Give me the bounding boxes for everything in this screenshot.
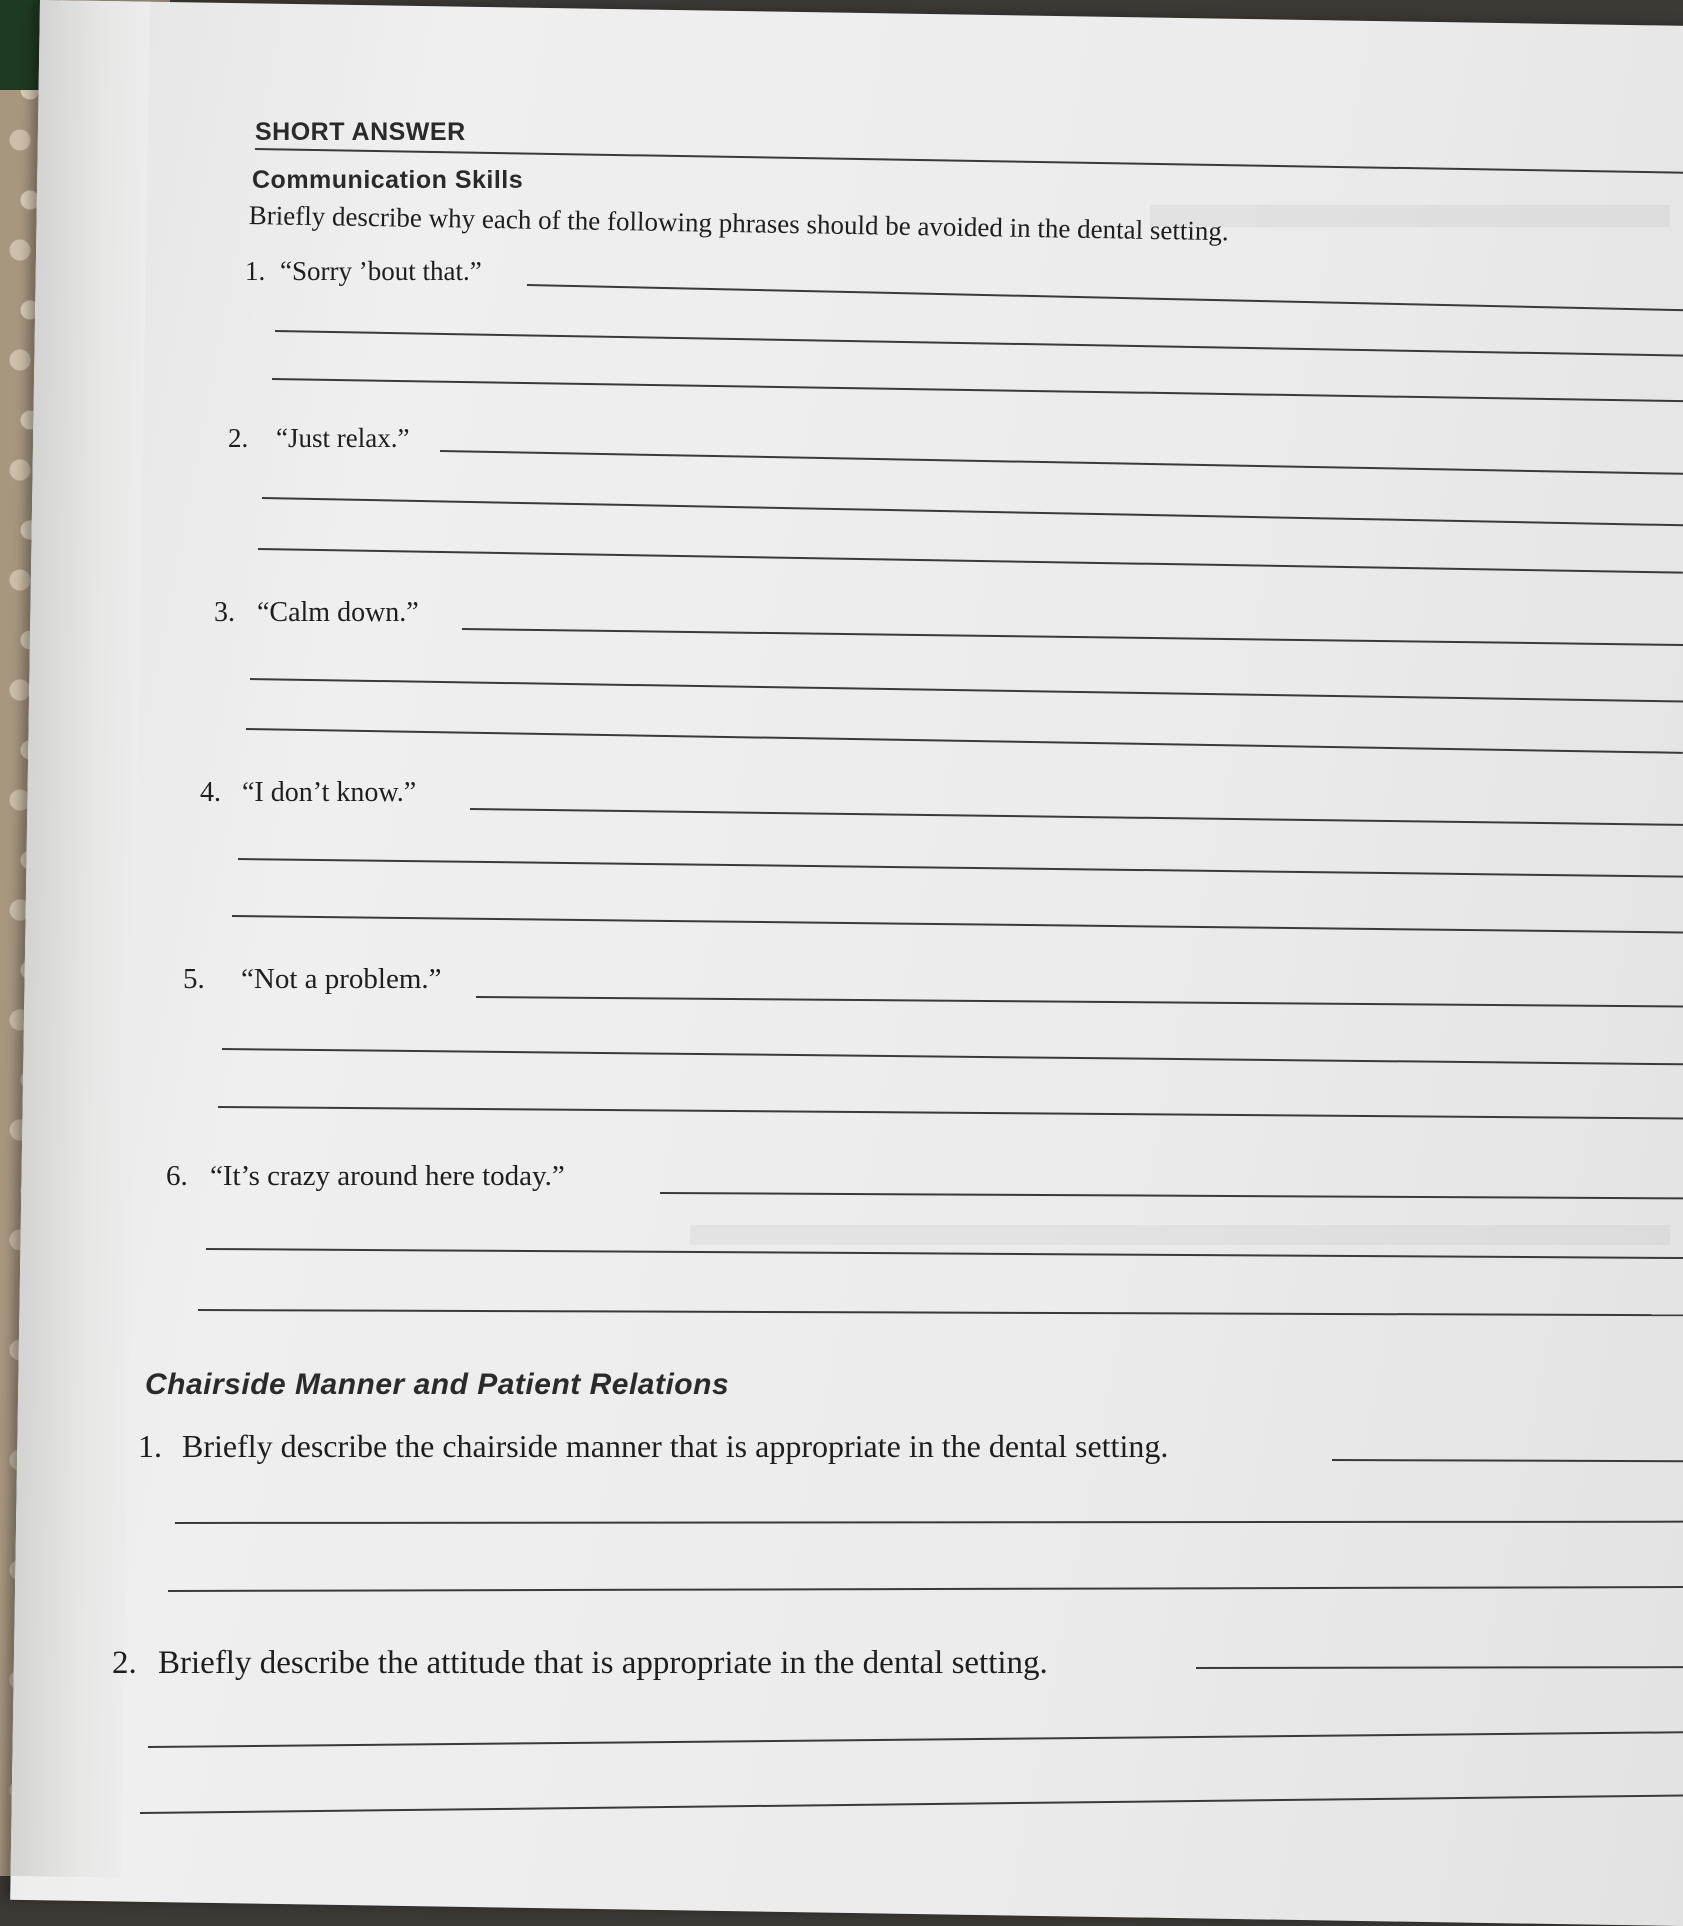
- section-title: SHORT ANSWER: [255, 118, 466, 146]
- instructions: Briefly describe why each of the following phrases should be avoided in the dental setting.: [248, 200, 1229, 247]
- answer-line[interactable]: [527, 284, 1683, 311]
- phrase-4: “I don’t know.”: [242, 777, 417, 808]
- answer-line[interactable]: [140, 1794, 1683, 1814]
- item-number: 1.: [245, 256, 266, 286]
- answer-line[interactable]: [462, 628, 1683, 646]
- question-number: 1.: [138, 1428, 162, 1464]
- item-number: 4.: [200, 777, 221, 808]
- phrase-5: “Not a problem.”: [241, 963, 442, 995]
- answer-line[interactable]: [440, 450, 1683, 475]
- answer-line[interactable]: [470, 808, 1683, 826]
- answer-line[interactable]: [246, 728, 1683, 754]
- answer-line[interactable]: [275, 330, 1683, 357]
- answer-line[interactable]: [168, 1586, 1683, 1592]
- answer-line[interactable]: [660, 1192, 1683, 1199]
- answer-line[interactable]: [232, 915, 1683, 933]
- phrase-6: “It’s crazy around here today.”: [210, 1160, 565, 1192]
- answer-line[interactable]: [206, 1248, 1683, 1259]
- answer-line[interactable]: [218, 1106, 1683, 1120]
- answer-line[interactable]: [198, 1309, 1683, 1316]
- chairside-question-2: Briefly describe the attitude that is appropriate in the dental setting.: [158, 1645, 1048, 1681]
- answer-line[interactable]: [1196, 1666, 1683, 1669]
- item-number: 5.: [183, 963, 205, 995]
- item-number: 2.: [228, 423, 249, 453]
- item-number: 3.: [214, 597, 235, 628]
- answer-line[interactable]: [238, 858, 1683, 878]
- answer-line[interactable]: [148, 1731, 1683, 1748]
- chairside-title: Chairside Manner and Patient Relations: [145, 1368, 730, 1401]
- answer-line[interactable]: [222, 1048, 1683, 1065]
- phrase-2: “Just relax.”: [276, 423, 410, 453]
- item-number: 6.: [166, 1160, 188, 1192]
- communication-skills-title: Communication Skills: [252, 166, 524, 194]
- phrase-3: “Calm down.”: [257, 597, 419, 628]
- answer-line[interactable]: [1332, 1459, 1683, 1462]
- answer-line[interactable]: [175, 1521, 1683, 1524]
- answer-line[interactable]: [262, 497, 1683, 526]
- phrase-1: “Sorry ’bout that.”: [280, 256, 482, 286]
- chairside-question-1: Briefly describe the chairside manner that is appropriate in the dental setting.: [182, 1428, 1169, 1464]
- answer-line[interactable]: [272, 378, 1683, 402]
- answer-line[interactable]: [250, 678, 1683, 703]
- answer-line[interactable]: [476, 996, 1683, 1007]
- answer-line[interactable]: [258, 548, 1683, 574]
- question-number: 2.: [112, 1645, 137, 1681]
- bleed-through-band: [690, 1225, 1670, 1245]
